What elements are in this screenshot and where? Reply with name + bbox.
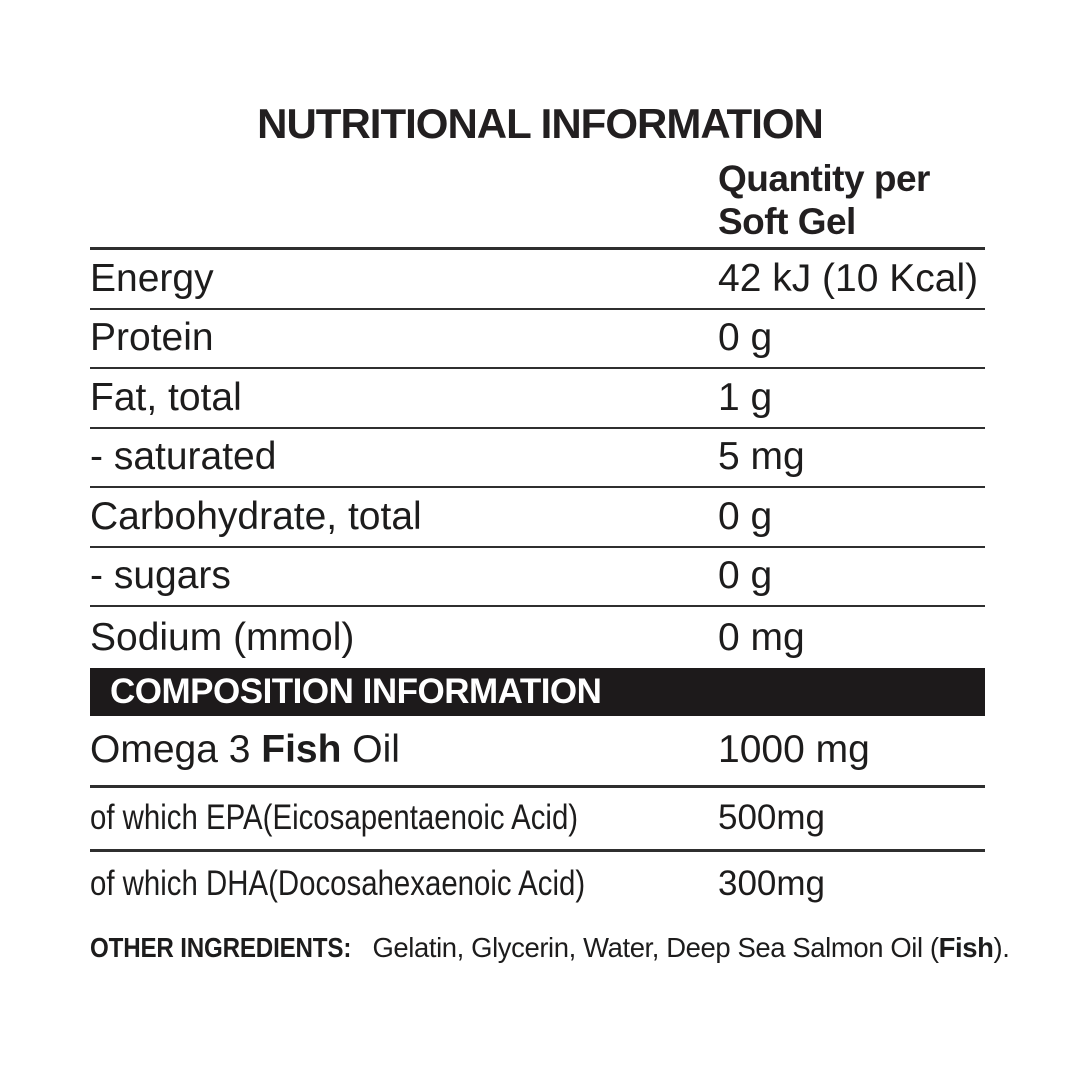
- table-row-saturated: [90, 429, 985, 489]
- nutrient-value: 0 mg: [718, 615, 805, 659]
- nutrient-label: Protein: [90, 316, 214, 360]
- ingredient-label: [90, 728, 718, 772]
- quantity-header-line2: Soft Gel: [718, 201, 856, 242]
- table-row-dha: [90, 852, 985, 916]
- table-row-protein: [90, 310, 985, 370]
- other-ingredients-tail: ).: [993, 931, 1010, 963]
- ingredient-value: 300mg: [718, 863, 826, 903]
- composition-banner-label: COMPOSITION INFORMATION: [110, 672, 602, 711]
- other-ingredients-fish: Fish: [938, 931, 994, 963]
- omega-label-post: Oil: [341, 728, 400, 772]
- nutrient-value: 5 mg: [718, 435, 805, 479]
- table-row-epa: [90, 788, 985, 852]
- dha-label-text: of which DHA(Docosahexaenoic Acid): [90, 863, 586, 903]
- nutrient-value: 0 g: [718, 316, 773, 360]
- table-row-carbohydrate: [90, 488, 985, 548]
- nutrient-label: - saturated: [90, 435, 277, 479]
- quantity-column-header: [718, 157, 930, 243]
- quantity-header-line1: Quantity per: [718, 158, 930, 199]
- omega-label-fish: Fish: [261, 728, 342, 772]
- other-ingredients-line: [90, 931, 1010, 964]
- ingredient-label: [90, 864, 718, 904]
- nutrient-label: - sugars: [90, 554, 231, 598]
- ingredient-value: 500mg: [718, 798, 826, 837]
- other-ingredients-heading: OTHER INGREDIENTS:: [90, 931, 352, 963]
- epa-label-text: of which EPA(Eicosapentaenoic Acid): [90, 798, 579, 837]
- nutrient-label: Fat, total: [90, 375, 242, 419]
- table-row-energy: [90, 250, 985, 310]
- nutrient-label: Carbohydrate, total: [90, 494, 422, 538]
- ingredient-label: [90, 798, 718, 838]
- nutrient-label: Sodium (mmol): [90, 615, 355, 659]
- page-title: NUTRITIONAL INFORMATION: [257, 100, 823, 147]
- nutrient-value: 0 g: [718, 494, 773, 538]
- nutrient-label: Energy: [90, 256, 214, 300]
- nutrient-value: 42 kJ (10 Kcal): [718, 256, 979, 300]
- table-row-fat-total: [90, 369, 985, 429]
- nutrient-value: 0 g: [718, 554, 773, 598]
- other-ingredients-body: Gelatin, Glycerin, Water, Deep Sea Salmon Oil (: [365, 931, 939, 963]
- nutrient-value: 1 g: [718, 375, 773, 419]
- table-row-omega3: [90, 716, 985, 788]
- ingredient-value: 1000 mg: [718, 728, 870, 772]
- nutrition-panel: [90, 247, 1010, 964]
- omega-label-pre: Omega 3: [90, 728, 262, 772]
- composition-banner: [90, 668, 985, 716]
- table-row-sugars: [90, 548, 985, 608]
- table-row-sodium: [90, 607, 985, 668]
